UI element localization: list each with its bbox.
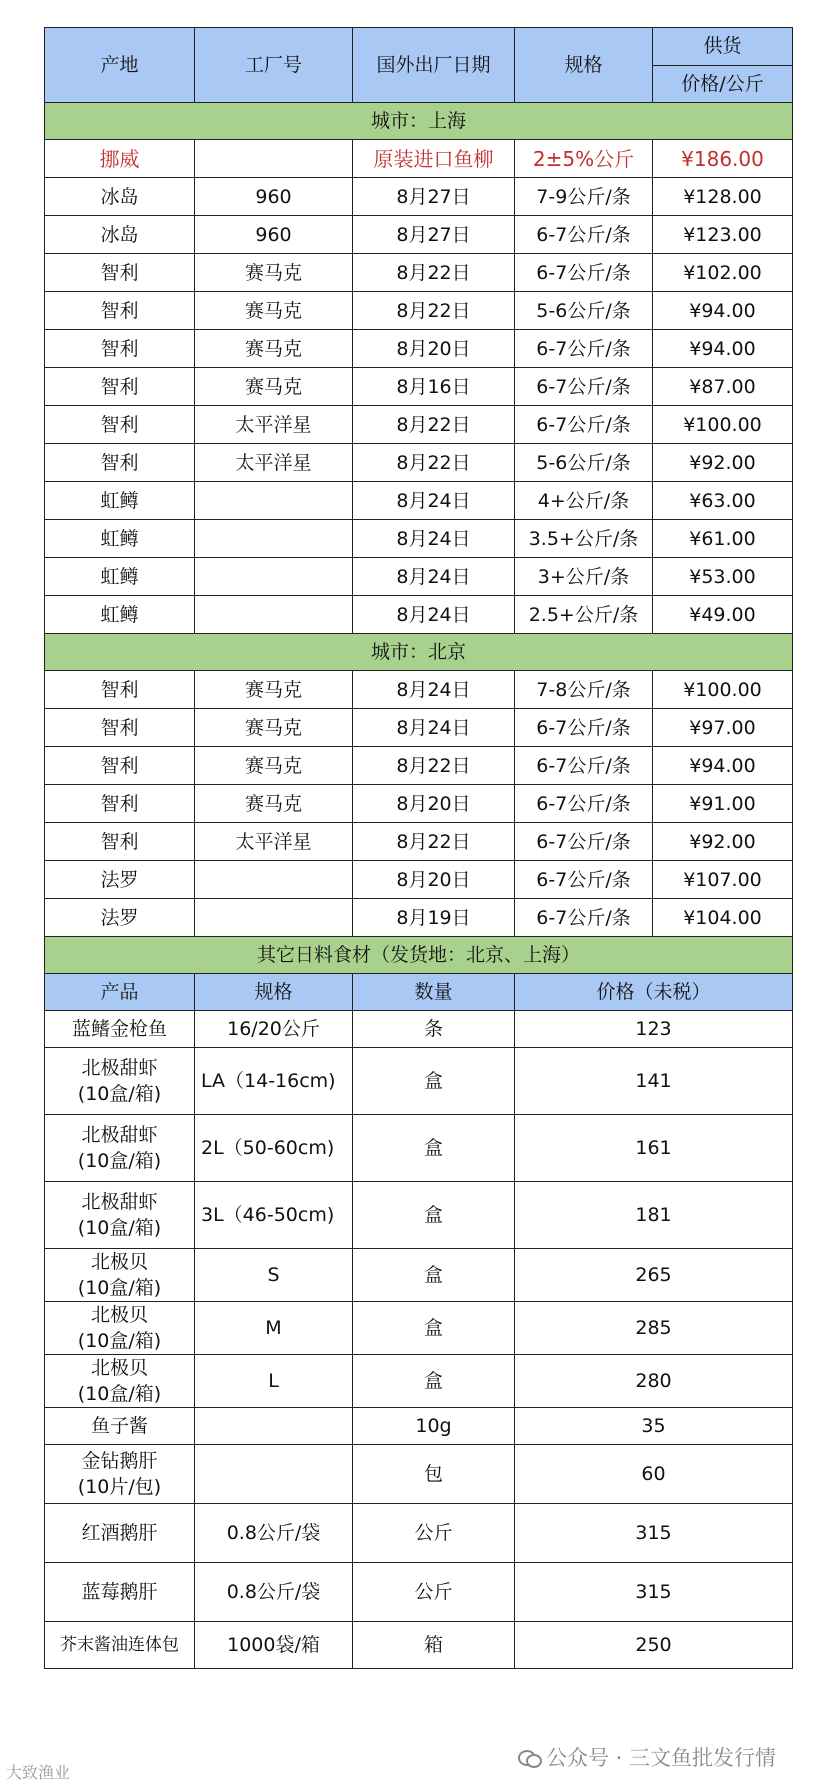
cell-price: ¥100.00 [653, 406, 793, 444]
cell-price: ¥94.00 [653, 747, 793, 785]
table-row [45, 406, 793, 444]
cell-origin: 智利 [45, 747, 195, 785]
cell-price: ¥104.00 [653, 899, 793, 937]
product-name: 红酒鹅肝 [81, 1522, 158, 1544]
cell-spec: L [195, 1355, 353, 1408]
cell-origin: 智利 [45, 254, 195, 292]
cell-spec: 6-7公斤/条 [515, 216, 653, 254]
cell-spec: 6-7公斤/条 [515, 785, 653, 823]
table-row [45, 178, 793, 216]
table-row [45, 216, 793, 254]
product-name: 金钻鹅肝 [81, 1450, 158, 1472]
cell-date: 8月22日 [353, 254, 515, 292]
cell-spec: 6-7公斤/条 [515, 254, 653, 292]
cell-origin: 智利 [45, 823, 195, 861]
cell-date: 8月24日 [353, 709, 515, 747]
table-row [45, 671, 793, 709]
cell-origin: 冰岛 [45, 216, 195, 254]
cell-spec: 7-8公斤/条 [515, 671, 653, 709]
product-packing: (10盒/箱) [77, 1383, 162, 1405]
section-label-other: 其它日料食材（发货地：北京、上海） [45, 937, 793, 974]
cell-price: ¥94.00 [653, 292, 793, 330]
watermark-left-text: 大致渔业 [6, 1763, 71, 1782]
cell-price: 285 [515, 1302, 793, 1355]
cell-origin: 智利 [45, 292, 195, 330]
cell-product [45, 1355, 195, 1408]
cell-origin: 法罗 [45, 899, 195, 937]
cell-price: ¥97.00 [653, 709, 793, 747]
cell-price: 123 [515, 1011, 793, 1048]
cell-product [45, 1115, 195, 1182]
cell-spec: M [195, 1302, 353, 1355]
cell-qty: 公斤 [353, 1563, 515, 1622]
cell-product [45, 1622, 195, 1669]
cell-factory: 赛马克 [195, 292, 353, 330]
cell-product [45, 1408, 195, 1445]
cell-date: 8月22日 [353, 747, 515, 785]
header-supply: 供货 [653, 28, 793, 66]
product-name: 北极贝 [90, 1304, 148, 1326]
cell-spec: 6-7公斤/条 [515, 406, 653, 444]
cell-origin: 智利 [45, 330, 195, 368]
cell-price: 181 [515, 1182, 793, 1249]
cell-spec: 3+公斤/条 [515, 558, 653, 596]
cell-qty: 盒 [353, 1302, 515, 1355]
cell-price: 141 [515, 1048, 793, 1115]
cell-factory: 赛马克 [195, 785, 353, 823]
header-price-per: 价格/公斤 [653, 65, 793, 103]
cell-origin: 智利 [45, 406, 195, 444]
wechat-icon [518, 1748, 540, 1766]
cell-product [45, 1563, 195, 1622]
cell-qty: 包 [353, 1445, 515, 1504]
cell-price: ¥128.00 [653, 178, 793, 216]
table-row [45, 709, 793, 747]
cell-spec: 7-9公斤/条 [515, 178, 653, 216]
cell-date: 8月19日 [353, 899, 515, 937]
table-row [45, 292, 793, 330]
cell-spec: 6-7公斤/条 [515, 330, 653, 368]
cell-price: ¥92.00 [653, 823, 793, 861]
table-row [45, 1563, 793, 1622]
featured-spec: 2±5%公斤 [515, 140, 653, 178]
header-origin: 产地 [45, 28, 195, 103]
cell-qty: 10g [353, 1408, 515, 1445]
cell-factory: 赛马克 [195, 330, 353, 368]
cell-factory: 960 [195, 216, 353, 254]
cell-date: 8月22日 [353, 292, 515, 330]
cell-spec: S [195, 1249, 353, 1302]
cell-date: 8月27日 [353, 178, 515, 216]
cell-date: 8月22日 [353, 823, 515, 861]
cell-date: 8月22日 [353, 444, 515, 482]
cell-factory [195, 558, 353, 596]
cell-spec: 0.8公斤/袋 [195, 1563, 353, 1622]
cell-spec: 2.5+公斤/条 [515, 596, 653, 634]
table-row [45, 1355, 793, 1408]
cell-factory: 960 [195, 178, 353, 216]
cell-factory: 赛马克 [195, 368, 353, 406]
cell-spec [195, 1445, 353, 1504]
cell-spec: 1000袋/箱 [195, 1622, 353, 1669]
cell-qty: 公斤 [353, 1504, 515, 1563]
other-header-product: 产品 [45, 974, 195, 1011]
table-row [45, 1115, 793, 1182]
table-row [45, 747, 793, 785]
cell-spec: 16/20公斤 [195, 1011, 353, 1048]
cell-origin: 智利 [45, 671, 195, 709]
table-row [45, 785, 793, 823]
cell-date: 8月24日 [353, 520, 515, 558]
cell-date: 8月20日 [353, 330, 515, 368]
cell-price: ¥63.00 [653, 482, 793, 520]
cell-price: 161 [515, 1115, 793, 1182]
cell-factory [195, 899, 353, 937]
cell-factory: 赛马克 [195, 709, 353, 747]
header-row [45, 28, 793, 66]
cell-date: 8月22日 [353, 406, 515, 444]
cell-factory [195, 482, 353, 520]
cell-factory: 赛马克 [195, 254, 353, 292]
table-row [45, 1249, 793, 1302]
cell-product [45, 1249, 195, 1302]
featured-price: ¥186.00 [653, 140, 793, 178]
table-row [45, 330, 793, 368]
watermark-right [518, 1742, 776, 1772]
section-row-other [45, 937, 793, 974]
cell-spec: 6-7公斤/条 [515, 709, 653, 747]
cell-spec: 6-7公斤/条 [515, 823, 653, 861]
cell-price: ¥61.00 [653, 520, 793, 558]
city-label-beijing: 城市：北京 [45, 634, 793, 671]
other-header-row [45, 974, 793, 1011]
table-row [45, 1302, 793, 1355]
cell-price: 315 [515, 1504, 793, 1563]
table-row [45, 596, 793, 634]
cell-product [45, 1504, 195, 1563]
cell-date: 8月24日 [353, 596, 515, 634]
cell-price: 60 [515, 1445, 793, 1504]
cell-factory: 太平洋星 [195, 406, 353, 444]
cell-spec: 5-6公斤/条 [515, 292, 653, 330]
cell-spec: 2L（50-60cm) [195, 1115, 353, 1182]
table-row [45, 558, 793, 596]
cell-price: ¥87.00 [653, 368, 793, 406]
cell-date: 8月24日 [353, 671, 515, 709]
cell-spec: 3L（46-50cm) [195, 1182, 353, 1249]
table-row [45, 1408, 793, 1445]
table-row [45, 861, 793, 899]
product-name: 蓝鳍金枪鱼 [71, 1018, 167, 1040]
cell-origin: 虹鳟 [45, 596, 195, 634]
product-name: 北极贝 [90, 1357, 148, 1379]
cell-product [45, 1011, 195, 1048]
cell-factory: 赛马克 [195, 747, 353, 785]
cell-date: 8月20日 [353, 861, 515, 899]
product-name: 北极甜虾 [81, 1191, 158, 1213]
other-header-qty: 数量 [353, 974, 515, 1011]
cell-price: 265 [515, 1249, 793, 1302]
product-name: 北极贝 [90, 1251, 148, 1273]
table-row [45, 823, 793, 861]
table-row [45, 1622, 793, 1669]
cell-price: ¥92.00 [653, 444, 793, 482]
cell-origin: 冰岛 [45, 178, 195, 216]
cell-price: ¥102.00 [653, 254, 793, 292]
product-packing: (10盒/箱) [77, 1217, 162, 1239]
cell-origin: 法罗 [45, 861, 195, 899]
cell-origin: 智利 [45, 368, 195, 406]
cell-origin: 虹鳟 [45, 520, 195, 558]
cell-origin: 智利 [45, 709, 195, 747]
cell-price: 315 [515, 1563, 793, 1622]
cell-product [45, 1182, 195, 1249]
featured-origin: 挪威 [45, 140, 195, 178]
cell-product [45, 1048, 195, 1115]
cell-spec: 4+公斤/条 [515, 482, 653, 520]
cell-date: 8月24日 [353, 558, 515, 596]
price-sheet [44, 27, 792, 1669]
featured-row [45, 140, 793, 178]
cell-spec: 0.8公斤/袋 [195, 1504, 353, 1563]
cell-product [45, 1302, 195, 1355]
city-row-beijing [45, 634, 793, 671]
table-row [45, 1048, 793, 1115]
cell-price: 250 [515, 1622, 793, 1669]
cell-factory: 太平洋星 [195, 823, 353, 861]
cell-date: 8月27日 [353, 216, 515, 254]
cell-factory [195, 520, 353, 558]
cell-price: ¥49.00 [653, 596, 793, 634]
product-name: 北极甜虾 [81, 1124, 158, 1146]
cell-origin: 智利 [45, 444, 195, 482]
cell-qty: 盒 [353, 1355, 515, 1408]
table-row [45, 1182, 793, 1249]
cell-price: 35 [515, 1408, 793, 1445]
cell-spec: LA（14-16cm) [195, 1048, 353, 1115]
cell-qty: 条 [353, 1011, 515, 1048]
cell-spec: 6-7公斤/条 [515, 368, 653, 406]
cell-factory: 太平洋星 [195, 444, 353, 482]
table-row [45, 482, 793, 520]
product-name: 北极甜虾 [81, 1057, 158, 1079]
product-packing: (10盒/箱) [77, 1330, 162, 1352]
cell-price: ¥100.00 [653, 671, 793, 709]
cell-factory [195, 596, 353, 634]
cell-date: 8月20日 [353, 785, 515, 823]
cell-spec: 5-6公斤/条 [515, 444, 653, 482]
cell-price: ¥53.00 [653, 558, 793, 596]
product-packing: (10盒/箱) [77, 1083, 162, 1105]
product-packing: (10盒/箱) [77, 1277, 162, 1299]
header-factory: 工厂号 [195, 28, 353, 103]
cell-origin: 虹鳟 [45, 482, 195, 520]
cell-price: ¥91.00 [653, 785, 793, 823]
table-row [45, 520, 793, 558]
table-row [45, 444, 793, 482]
price-table [44, 27, 793, 1669]
city-row-shanghai [45, 103, 793, 140]
table-row [45, 254, 793, 292]
cell-spec: 6-7公斤/条 [515, 861, 653, 899]
cell-qty: 盒 [353, 1048, 515, 1115]
cell-factory: 赛马克 [195, 671, 353, 709]
product-packing: (10盒/箱) [77, 1150, 162, 1172]
cell-price: ¥94.00 [653, 330, 793, 368]
table-row [45, 1445, 793, 1504]
cell-origin: 虹鳟 [45, 558, 195, 596]
featured-factory [195, 140, 353, 178]
cell-spec: 3.5+公斤/条 [515, 520, 653, 558]
cell-qty: 盒 [353, 1182, 515, 1249]
cell-price: ¥107.00 [653, 861, 793, 899]
cell-spec: 6-7公斤/条 [515, 747, 653, 785]
other-header-spec: 规格 [195, 974, 353, 1011]
cell-spec [195, 1408, 353, 1445]
table-row [45, 899, 793, 937]
watermark-left [6, 1760, 70, 1783]
header-date: 国外出厂日期 [353, 28, 515, 103]
table-row [45, 1504, 793, 1563]
table-row [45, 1011, 793, 1048]
header-spec: 规格 [515, 28, 653, 103]
table-row [45, 368, 793, 406]
city-label-shanghai: 城市：上海 [45, 103, 793, 140]
cell-price: ¥123.00 [653, 216, 793, 254]
cell-qty: 箱 [353, 1622, 515, 1669]
watermark-right-text: 公众号 · 三文鱼批发行情 [546, 1746, 777, 1770]
cell-date: 8月24日 [353, 482, 515, 520]
other-header-price: 价格（未税） [515, 974, 793, 1011]
cell-qty: 盒 [353, 1249, 515, 1302]
product-name: 芥末酱油连体包 [60, 1635, 179, 1655]
cell-factory [195, 861, 353, 899]
cell-price: 280 [515, 1355, 793, 1408]
product-packing: (10片/包) [77, 1476, 162, 1498]
product-name: 蓝莓鹅肝 [81, 1581, 158, 1603]
cell-date: 8月16日 [353, 368, 515, 406]
product-name: 鱼子酱 [90, 1415, 148, 1437]
cell-qty: 盒 [353, 1115, 515, 1182]
featured-date: 原装进口鱼柳 [353, 140, 515, 178]
cell-origin: 智利 [45, 785, 195, 823]
cell-product [45, 1445, 195, 1504]
cell-spec: 6-7公斤/条 [515, 899, 653, 937]
